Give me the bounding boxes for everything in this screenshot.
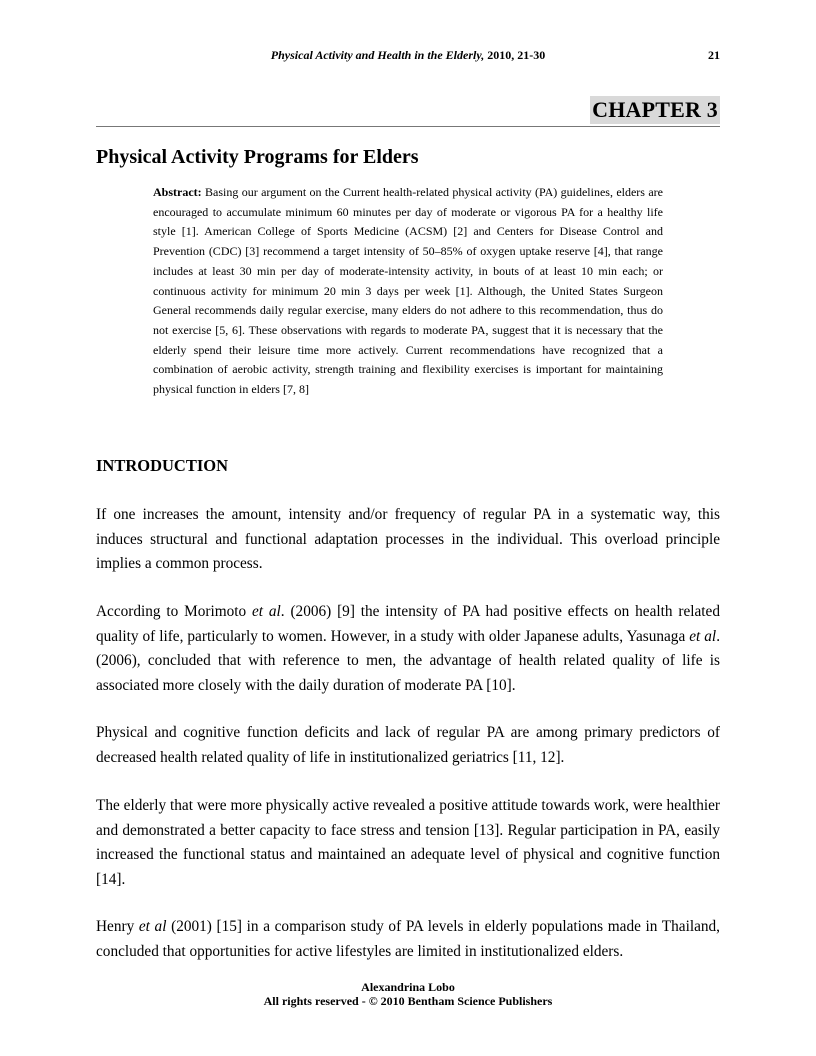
journal-issue: 2010, 21-30 [484,48,546,62]
paragraph-2-text-c: . (2006), concluded that with reference to men, the advantage of health related quality of life is associated more closely with the daily duration of moderate PA [10]. [96,627,721,694]
running-head [96,48,720,68]
paragraph-4: The elderly that were more physically active revealed a positive attitude towards work, were healthier and demonstrated a better capacity to face stress and tension [13]. Regular participation in PA, easily increased the functional status and maintained an adequate level of physical and cognitive function [14]. [96,797,720,888]
footer-author: Alexandrina Lobo [361,980,455,994]
paragraph-2-text-a: According to Morimoto [96,603,253,620]
paragraph-1: If one increases the amount, intensity and/or frequency of regular PA in a systematic way, this induces structural and functional adaptation processes in the individual. This overload principle implies a common process. [96,506,720,572]
paragraph-2-etal-2: et al [689,627,717,645]
chapter-divider [96,126,720,127]
paragraph-3: Physical and cognitive function deficits and lack of regular PA are among primary predictors of decreased health related quality of life in institutionalized geriatrics [11, 12]. [96,724,720,766]
abstract-text: Basing our argument on the Current health-related physical activity (PA) guidelines, elders are encouraged to accumulate minimum 60 minutes per day of moderate or vigorous PA for a healthy life style [1]. American College of Sports Medicine (ACSM) [2] and Centers for Disease Control and Prevention (CDC) [3] recommend a target intensity of 50–85% of oxygen uptake reserve [4], that range includes at least 30 min per day of moderate-intensity activity, in bouts of at least 10 min each; or continuous activity for minimum 20 min 3 days per week [1]. Although, the United States Surgeon General recommends daily regular exercise, many elders do not adhere to this recommendation, thus do not exercise [5, 6]. These observations with regards to moderate PA, suggest that it is necessary that the elderly spend their leisure time more actively. Current recommendations have recognized that a combination of aerobic activity, strength training and flexibility exercises is important for maintaining physical function in elders [7, 8] [153,185,663,397]
abstract [153,183,663,400]
chapter-label: CHAPTER 3 [592,97,718,122]
page-number: 21 [708,48,720,62]
paragraph-5 [96,915,720,964]
paragraph-5-text-b: (2001) [15] in a comparison study of PA levels in elderly populations made in Thailand, concluded that opportunities for active lifestyles are limited in institutionalized elders. [96,918,720,960]
page-footer [96,980,720,1008]
abstract-label: Abstract: [153,185,202,199]
journal-title: Physical Activity and Health in the Elderly, [270,48,485,62]
footer-copyright: All rights reserved - © 2010 Bentham Science Publishers [263,994,553,1008]
section-heading-introduction: INTRODUCTION [96,456,229,475]
paragraph-2 [96,600,720,698]
paragraph-2-etal-1: et al [252,603,281,620]
paragraph-5-text-a: Henry [96,918,139,935]
paragraph-2-text-b: . (2006) [9] the intensity of PA had positive effects on health related quality of life, particularly to women. However, in a study with older Japanese adults, Yasunaga [96,603,720,645]
paragraph-5-etal: et al [138,918,167,935]
chapter-title: Physical Activity Programs for Elders [96,146,419,168]
journal-citation [96,48,720,63]
